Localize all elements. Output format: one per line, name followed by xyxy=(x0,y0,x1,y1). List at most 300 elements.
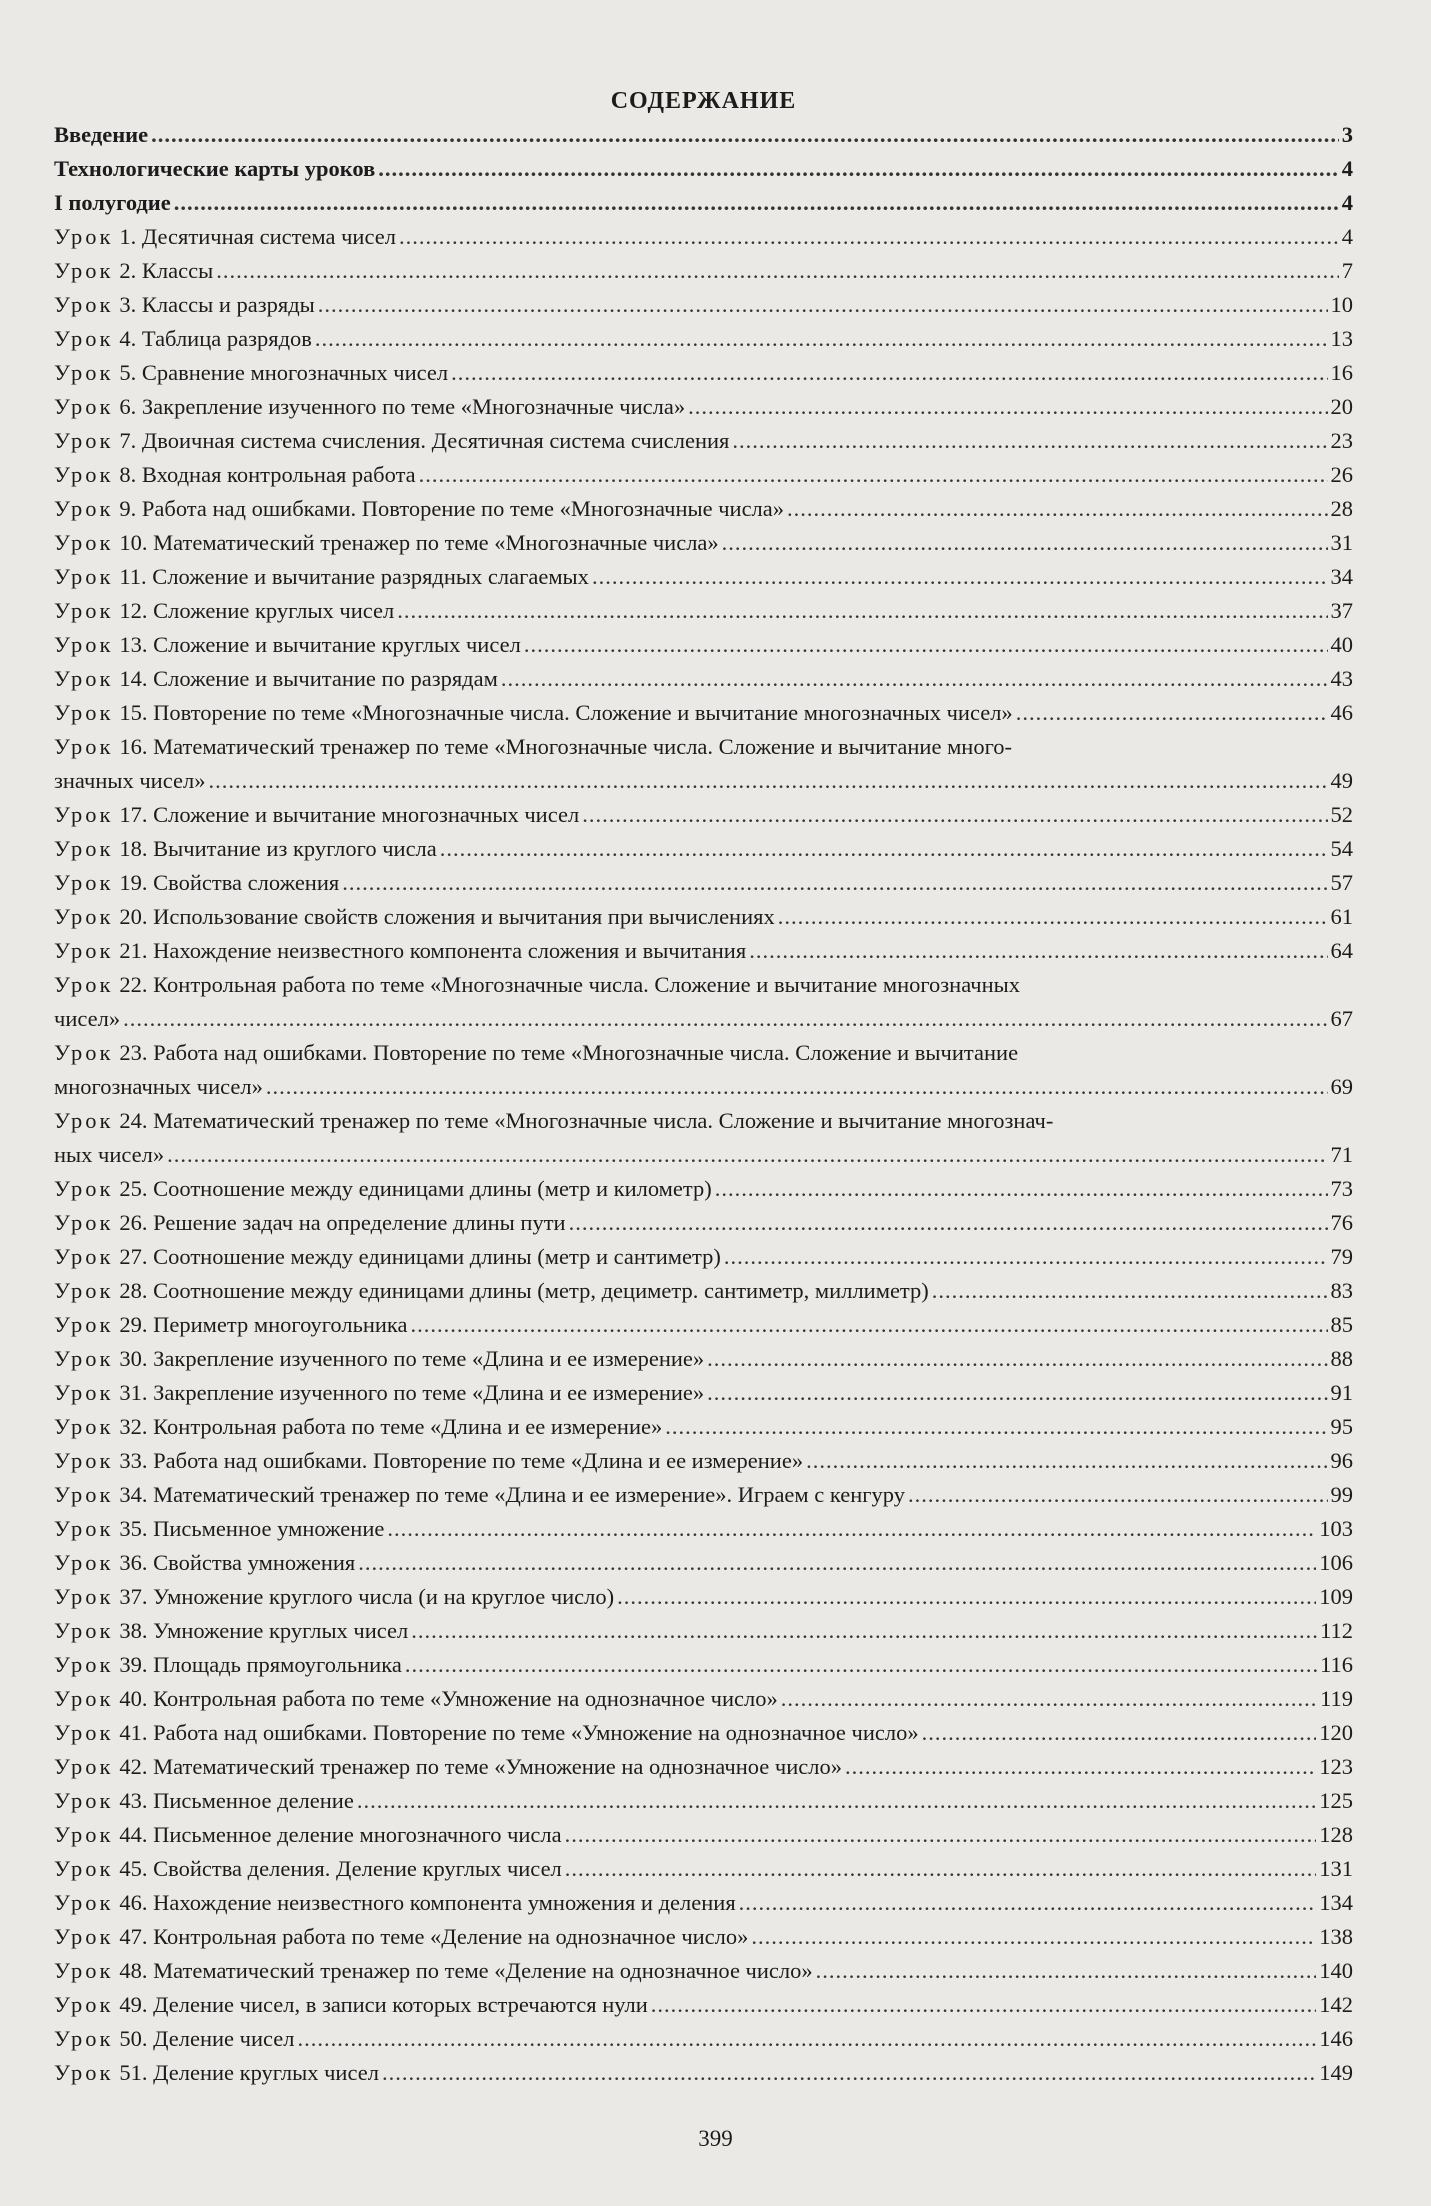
toc-entry-first-line xyxy=(54,730,1353,764)
toc-entry-line xyxy=(54,118,1353,152)
toc-entry xyxy=(54,1342,1353,1376)
toc-entry-title: 18. Вычитание из круглого числа xyxy=(119,836,437,861)
toc-entry-title-wrap xyxy=(54,1614,408,1648)
toc-entry-title-wrap xyxy=(54,1988,648,2022)
lesson-prefix: Урок xyxy=(54,258,114,283)
toc-entry-title: 10. Математический тренажер по теме «Многозначные числа» xyxy=(119,530,719,555)
toc-entry-line xyxy=(54,2056,1353,2090)
toc-entry-line xyxy=(54,1784,1353,1818)
toc-entry-line xyxy=(54,1274,1353,1308)
lesson-prefix: Урок xyxy=(54,1380,114,1405)
toc-entry-title-wrap xyxy=(54,1852,562,1886)
toc-page-number: 28 xyxy=(1330,496,1353,521)
dot-leader xyxy=(651,1988,1316,2022)
toc-entry xyxy=(54,1682,1353,1716)
dot-leader xyxy=(451,356,1327,390)
toc-entry-title-wrap xyxy=(54,696,1013,730)
toc-entry-line xyxy=(54,1478,1353,1512)
toc-entry-title-wrap xyxy=(54,424,729,458)
toc-entry-line xyxy=(54,1376,1353,1410)
toc-entry xyxy=(54,1376,1353,1410)
toc-entry-title-wrap xyxy=(54,594,394,628)
toc-page-number: 103 xyxy=(1319,1516,1353,1541)
toc-entry-title: 26. Решение задач на определение длины пути xyxy=(119,1210,566,1235)
toc-entry-title: 50. Деление чисел xyxy=(119,2026,295,2051)
lesson-prefix: Урок xyxy=(54,1176,114,1201)
dot-leader xyxy=(411,1308,1328,1342)
dot-leader xyxy=(174,186,1339,220)
toc-entry-title-wrap xyxy=(54,866,339,900)
lesson-prefix: Урок xyxy=(54,462,114,487)
toc-entry xyxy=(54,662,1353,696)
toc-entry-title: 41. Работа над ошибками. Повторение по теме «Умножение на однозначное число» xyxy=(119,1720,919,1745)
dot-leader xyxy=(665,1410,1327,1444)
table-of-contents xyxy=(54,118,1353,2090)
toc-entry-title-wrap xyxy=(54,1954,813,1988)
toc-entry-title-wrap xyxy=(54,1342,704,1376)
toc-entry xyxy=(54,696,1353,730)
toc-entry-title-wrap xyxy=(54,1308,408,1342)
toc-entry xyxy=(54,1240,1353,1274)
toc-entry xyxy=(54,2056,1353,2090)
toc-entry-title-wrap xyxy=(54,254,213,288)
toc-entry-line xyxy=(54,220,1353,254)
toc-entry-title-continuation: значных чисел» xyxy=(54,768,206,793)
toc-page-number: 52 xyxy=(1330,802,1353,827)
toc-entry xyxy=(54,458,1353,492)
dot-leader xyxy=(806,1444,1327,1478)
toc-entry xyxy=(54,1954,1353,1988)
toc-page-number: 119 xyxy=(1320,1686,1353,1711)
dot-leader xyxy=(405,1648,1317,1682)
toc-page-number: 49 xyxy=(1330,768,1353,793)
toc-page-number: 99 xyxy=(1330,1482,1353,1507)
toc-entry-title: 31. Закрепление изученного по теме «Длина и ее измерение» xyxy=(119,1380,705,1405)
toc-entry xyxy=(54,424,1353,458)
dot-leader xyxy=(582,798,1327,832)
toc-page-number: 96 xyxy=(1330,1448,1353,1473)
toc-entry-title: 11. Сложение и вычитание разрядных слагаемых xyxy=(119,564,589,589)
toc-entry-title-wrap xyxy=(54,1172,712,1206)
dot-leader xyxy=(382,2056,1316,2090)
toc-entry-line xyxy=(54,1206,1353,1240)
toc-entry-title-wrap xyxy=(54,1546,355,1580)
dot-leader xyxy=(342,866,1327,900)
toc-entry-title: 13. Сложение и вычитание круглых чисел xyxy=(119,632,521,657)
lesson-prefix: Урок xyxy=(54,836,114,861)
toc-entry xyxy=(54,1818,1353,1852)
toc-entry xyxy=(54,594,1353,628)
dot-leader xyxy=(378,152,1339,186)
toc-entry-title: 46. Нахождение неизвестного компонента умножения и деления xyxy=(119,1890,736,1915)
toc-entry-line xyxy=(54,1444,1353,1478)
dot-leader xyxy=(732,424,1327,458)
dot-leader xyxy=(749,934,1327,968)
toc-entry-title: 24. Математический тренажер по теме «Многозначные числа. Сложение и вычитание многознач- xyxy=(119,1108,1054,1133)
toc-entry-title-wrap xyxy=(54,662,498,696)
toc-entry-line xyxy=(54,526,1353,560)
lesson-prefix: Урок xyxy=(54,1108,114,1133)
toc-entry xyxy=(54,1478,1353,1512)
toc-entry-line xyxy=(54,2022,1353,2056)
dot-leader xyxy=(845,1750,1316,1784)
lesson-prefix: Урок xyxy=(54,292,114,317)
toc-entry-title-wrap xyxy=(54,1478,905,1512)
toc-page-number: 79 xyxy=(1330,1244,1353,1269)
toc-entry-title: 34. Математический тренажер по теме «Длина и ее измерение». Играем с кенгуру xyxy=(119,1482,905,1507)
toc-page-number: 4 xyxy=(1341,156,1353,181)
toc-entry-title: 39. Площадь прямоугольника xyxy=(119,1652,402,1677)
dot-leader xyxy=(715,1172,1328,1206)
lesson-prefix: Урок xyxy=(54,224,114,249)
toc-page-number: 13 xyxy=(1330,326,1353,351)
toc-entry xyxy=(54,1852,1353,1886)
toc-entry-title: 12. Сложение круглых чисел xyxy=(119,598,395,623)
toc-page-number: 106 xyxy=(1319,1550,1353,1575)
toc-entry-title-wrap xyxy=(54,1410,662,1444)
toc-entry-title: 45. Свойства деления. Деление круглых чисел xyxy=(119,1856,562,1881)
toc-entry-title: 5. Сравнение многозначных чисел xyxy=(119,360,449,385)
toc-entry-line xyxy=(54,1410,1353,1444)
toc-entry-line xyxy=(54,1886,1353,1920)
lesson-prefix: Урок xyxy=(54,1754,114,1779)
toc-entry-line xyxy=(54,356,1353,390)
toc-entry-title: 23. Работа над ошибками. Повторение по теме «Многозначные числа. Сложение и вычитание xyxy=(119,1040,1019,1065)
toc-entry-line xyxy=(54,1750,1353,1784)
toc-entry xyxy=(54,1444,1353,1478)
toc-entry-title-wrap xyxy=(54,1682,778,1716)
lesson-prefix: Урок xyxy=(54,1040,114,1065)
toc-entry xyxy=(54,2022,1353,2056)
toc-entry-title-wrap xyxy=(54,152,375,186)
toc-entry-first-line xyxy=(54,1104,1353,1138)
toc-entry xyxy=(54,1614,1353,1648)
lesson-prefix: Урок xyxy=(54,564,114,589)
toc-page-number: 91 xyxy=(1330,1380,1353,1405)
toc-entry-line xyxy=(54,152,1353,186)
toc-page-number: 26 xyxy=(1330,462,1353,487)
lesson-prefix: Урок xyxy=(54,394,114,419)
toc-entry-line xyxy=(54,390,1353,424)
toc-page-number: 43 xyxy=(1330,666,1353,691)
toc-entry-line xyxy=(54,322,1353,356)
toc-page-number: 120 xyxy=(1319,1720,1353,1745)
dot-leader xyxy=(167,1138,1327,1172)
dot-leader xyxy=(266,1070,1328,1104)
toc-page-number: 61 xyxy=(1330,904,1353,929)
toc-page-number: 64 xyxy=(1330,938,1353,963)
lesson-prefix: Урок xyxy=(54,1958,114,1983)
toc-page-number: 20 xyxy=(1330,394,1353,419)
toc-entry-title: 7. Двоичная система счисления. Десятичная система счисления xyxy=(119,428,730,453)
toc-entry xyxy=(54,1274,1353,1308)
toc-page-number: 140 xyxy=(1319,1958,1353,1983)
toc-page-number: 3 xyxy=(1341,122,1353,147)
toc-entry-line xyxy=(54,1172,1353,1206)
lesson-prefix: Урок xyxy=(54,972,114,997)
toc-page-number: 142 xyxy=(1319,1992,1353,2017)
dot-leader xyxy=(751,1920,1316,1954)
lesson-prefix: Урок xyxy=(54,1346,114,1371)
toc-page-number: 40 xyxy=(1330,632,1353,657)
toc-page-number: 83 xyxy=(1330,1278,1353,1303)
toc-entry-line xyxy=(54,1988,1353,2022)
toc-entry-line xyxy=(54,424,1353,458)
toc-entry xyxy=(54,1784,1353,1818)
toc-entry-line xyxy=(54,1920,1353,1954)
lesson-prefix: Урок xyxy=(54,1720,114,1745)
lesson-prefix: Урок xyxy=(54,1312,114,1337)
toc-page-number: 10 xyxy=(1330,292,1353,317)
dot-leader xyxy=(419,458,1328,492)
toc-entry-title: 29. Периметр многоугольника xyxy=(119,1312,408,1337)
dot-leader xyxy=(358,1546,1316,1580)
toc-page-number: 88 xyxy=(1330,1346,1353,1371)
toc-entry xyxy=(54,1104,1353,1172)
toc-entry-line xyxy=(54,1716,1353,1750)
toc-entry-title: 38. Умножение круглых чисел xyxy=(119,1618,409,1643)
toc-entry-line xyxy=(54,1342,1353,1376)
toc-entry-title: 36. Свойства умножения xyxy=(119,1550,356,1575)
lesson-prefix: Урок xyxy=(54,326,114,351)
toc-entry-title: 4. Таблица разрядов xyxy=(119,326,312,351)
toc-entry-line xyxy=(54,1512,1353,1546)
toc-entry-title-wrap xyxy=(54,1750,842,1784)
toc-entry xyxy=(54,1512,1353,1546)
toc-entry-title: 17. Сложение и вычитание многозначных чисел xyxy=(119,802,580,827)
dot-leader xyxy=(208,764,1327,798)
toc-entry-title-wrap xyxy=(54,2056,379,2090)
toc-entry-title-wrap xyxy=(54,186,171,220)
lesson-prefix: Урок xyxy=(54,904,114,929)
toc-entry-line xyxy=(54,696,1353,730)
toc-entry xyxy=(54,730,1353,798)
toc-page-number: 109 xyxy=(1319,1584,1353,1609)
toc-entry-title-wrap xyxy=(54,1444,803,1478)
toc-entry-line xyxy=(54,458,1353,492)
toc-entry xyxy=(54,356,1353,390)
toc-entry xyxy=(54,1648,1353,1682)
toc-entry xyxy=(54,254,1353,288)
toc-entry-line xyxy=(54,1682,1353,1716)
toc-entry-title-wrap xyxy=(54,900,775,934)
toc-entry xyxy=(54,1716,1353,1750)
toc-entry-title-wrap xyxy=(54,1512,384,1546)
toc-entry-line xyxy=(54,798,1353,832)
dot-leader xyxy=(565,1852,1316,1886)
toc-entry-title-wrap xyxy=(54,1580,614,1614)
toc-entry-line xyxy=(54,594,1353,628)
lesson-prefix: Урок xyxy=(54,1822,114,1847)
toc-entry xyxy=(54,390,1353,424)
dot-leader xyxy=(315,322,1328,356)
dot-leader xyxy=(524,628,1328,662)
toc-entry xyxy=(54,526,1353,560)
dot-leader xyxy=(739,1886,1317,1920)
lesson-prefix: Урок xyxy=(54,1448,114,1473)
dot-leader xyxy=(816,1954,1317,1988)
toc-entry-title-wrap xyxy=(54,1274,929,1308)
toc-entry-line xyxy=(54,1002,1353,1036)
toc-page-number: 16 xyxy=(1330,360,1353,385)
dot-leader xyxy=(724,1240,1328,1274)
toc-page-number: 71 xyxy=(1330,1142,1353,1167)
toc-entry-title: 51. Деление круглых чисел xyxy=(119,2060,379,2085)
toc-entry-title: 16. Математический тренажер по теме «Многозначные числа. Сложение и вычитание много- xyxy=(119,734,1013,759)
toc-entry-line xyxy=(54,1954,1353,1988)
toc-page-number: 112 xyxy=(1320,1618,1353,1643)
toc-entry-line xyxy=(54,1070,1353,1104)
lesson-prefix: Урок xyxy=(54,1516,114,1541)
lesson-prefix: Урок xyxy=(54,1652,114,1677)
dot-leader xyxy=(688,390,1327,424)
toc-entry xyxy=(54,628,1353,662)
toc-entry xyxy=(54,1580,1353,1614)
toc-entry-title-wrap xyxy=(54,458,416,492)
toc-entry-title: 22. Контрольная работа по теме «Многозначные числа. Сложение и вычитание многозначных xyxy=(119,972,1021,997)
lesson-prefix: Урок xyxy=(54,1924,114,1949)
toc-entry-title-wrap xyxy=(54,560,589,594)
dot-leader xyxy=(565,1818,1317,1852)
toc-entry xyxy=(54,1886,1353,1920)
toc-entry xyxy=(54,186,1353,220)
toc-entry-title: 15. Повторение по теме «Многозначные числа. Сложение и вычитание многозначных чисел» xyxy=(119,700,1013,725)
lesson-prefix: Урок xyxy=(54,2026,114,2051)
toc-entry-line xyxy=(54,1308,1353,1342)
toc-entry xyxy=(54,288,1353,322)
toc-entry-line xyxy=(54,560,1353,594)
toc-entry-title-wrap xyxy=(54,390,685,424)
lesson-prefix: Урок xyxy=(54,938,114,963)
dot-leader xyxy=(123,1002,1327,1036)
dot-leader xyxy=(722,526,1328,560)
toc-entry-title-continuation: ных чисел» xyxy=(54,1142,165,1167)
toc-page-number: 123 xyxy=(1319,1754,1353,1779)
toc-entry-title-wrap xyxy=(54,220,396,254)
toc-page-number: 4 xyxy=(1341,190,1353,215)
toc-entry xyxy=(54,220,1353,254)
dot-leader xyxy=(501,662,1328,696)
dot-leader xyxy=(151,118,1339,152)
lesson-prefix: Урок xyxy=(54,1550,114,1575)
toc-entry xyxy=(54,118,1353,152)
toc-page-number: 131 xyxy=(1319,1856,1353,1881)
toc-entry-title: Технологические карты уроков xyxy=(54,156,376,181)
toc-entry-title: 42. Математический тренажер по теме «Умножение на однозначное число» xyxy=(119,1754,842,1779)
toc-entry xyxy=(54,1172,1353,1206)
lesson-prefix: Урок xyxy=(54,870,114,895)
lesson-prefix: Урок xyxy=(54,1244,114,1269)
toc-entry-title-wrap xyxy=(54,356,448,390)
dot-leader xyxy=(411,1614,1317,1648)
dot-leader xyxy=(778,900,1328,934)
toc-entry xyxy=(54,492,1353,526)
toc-entry-line xyxy=(54,1648,1353,1682)
toc-entry xyxy=(54,1036,1353,1104)
toc-entry xyxy=(54,900,1353,934)
dot-leader xyxy=(617,1580,1316,1614)
toc-entry-title-continuation: чисел» xyxy=(54,1006,121,1031)
dot-leader xyxy=(569,1206,1328,1240)
toc-entry-title-wrap xyxy=(54,628,521,662)
lesson-prefix: Урок xyxy=(54,428,114,453)
toc-entry-title: 14. Сложение и вычитание по разрядам xyxy=(119,666,498,691)
toc-entry-title: 44. Письменное деление многозначного числа xyxy=(119,1822,562,1847)
lesson-prefix: Урок xyxy=(54,2060,114,2085)
toc-entry-title: 28. Соотношение между единицами длины (метр, дециметр. сантиметр, миллиметр) xyxy=(119,1278,929,1303)
lesson-prefix: Урок xyxy=(54,360,114,385)
toc-page-number: 57 xyxy=(1330,870,1353,895)
toc-entry xyxy=(54,322,1353,356)
toc-entry-line xyxy=(54,832,1353,866)
toc-page-number: 149 xyxy=(1319,2060,1353,2085)
toc-page-number: 46 xyxy=(1330,700,1353,725)
toc-page-number: 125 xyxy=(1319,1788,1353,1813)
toc-entry xyxy=(54,798,1353,832)
toc-entry-title: 25. Соотношение между единицами длины (метр и километр) xyxy=(119,1176,712,1201)
dot-leader xyxy=(922,1716,1317,1750)
lesson-prefix: Урок xyxy=(54,802,114,827)
toc-entry-title: 48. Математический тренажер по теме «Деление на однозначное число» xyxy=(119,1958,813,1983)
toc-entry-title: 3. Классы и разряды xyxy=(119,292,315,317)
toc-entry-title-wrap xyxy=(54,798,579,832)
toc-entry-title: I полугодие xyxy=(54,190,171,215)
toc-entry-title: 43. Письменное деление xyxy=(119,1788,354,1813)
toc-entry-title: 9. Работа над ошибками. Повторение по теме «Многозначные числа» xyxy=(119,496,785,521)
toc-entry-title-wrap xyxy=(54,2022,295,2056)
toc-entry xyxy=(54,1546,1353,1580)
dot-leader xyxy=(397,594,1327,628)
toc-entry-title-wrap xyxy=(54,526,719,560)
toc-entry-title-wrap xyxy=(54,934,746,968)
lesson-prefix: Урок xyxy=(54,1686,114,1711)
toc-page-number: 73 xyxy=(1330,1176,1353,1201)
toc-entry-title: 1. Десятичная система чисел xyxy=(119,224,396,249)
toc-entry xyxy=(54,1750,1353,1784)
lesson-prefix: Урок xyxy=(54,666,114,691)
dot-leader xyxy=(592,560,1328,594)
toc-entry xyxy=(54,1410,1353,1444)
toc-entry-title-wrap xyxy=(54,322,312,356)
dot-leader xyxy=(932,1274,1328,1308)
dot-leader xyxy=(787,492,1327,526)
toc-entry xyxy=(54,1308,1353,1342)
toc-page-number: 37 xyxy=(1330,598,1353,623)
toc-entry xyxy=(54,866,1353,900)
toc-entry-title: 33. Работа над ошибками. Повторение по теме «Длина и ее измерение» xyxy=(119,1448,804,1473)
dot-leader xyxy=(387,1512,1316,1546)
lesson-prefix: Урок xyxy=(54,1788,114,1813)
toc-entry-title: 21. Нахождение неизвестного компонента сложения и вычитания xyxy=(119,938,747,963)
toc-entry-title-wrap xyxy=(54,1886,736,1920)
toc-entry xyxy=(54,832,1353,866)
toc-entry-line xyxy=(54,1138,1353,1172)
toc-entry-title: Введение xyxy=(54,122,149,147)
toc-entry-line xyxy=(54,254,1353,288)
toc-page-number: 54 xyxy=(1330,836,1353,861)
toc-entry-line xyxy=(54,628,1353,662)
toc-entry-line xyxy=(54,662,1353,696)
lesson-prefix: Урок xyxy=(54,496,114,521)
toc-page-number: 23 xyxy=(1330,428,1353,453)
toc-entry-title-wrap xyxy=(54,1784,354,1818)
page-title: СОДЕРЖАНИЕ xyxy=(610,88,797,114)
lesson-prefix: Урок xyxy=(54,530,114,555)
toc-entry-title: 35. Письменное умножение xyxy=(119,1516,385,1541)
lesson-prefix: Урок xyxy=(54,734,114,759)
toc-entry-line xyxy=(54,764,1353,798)
lesson-prefix: Урок xyxy=(54,1890,114,1915)
